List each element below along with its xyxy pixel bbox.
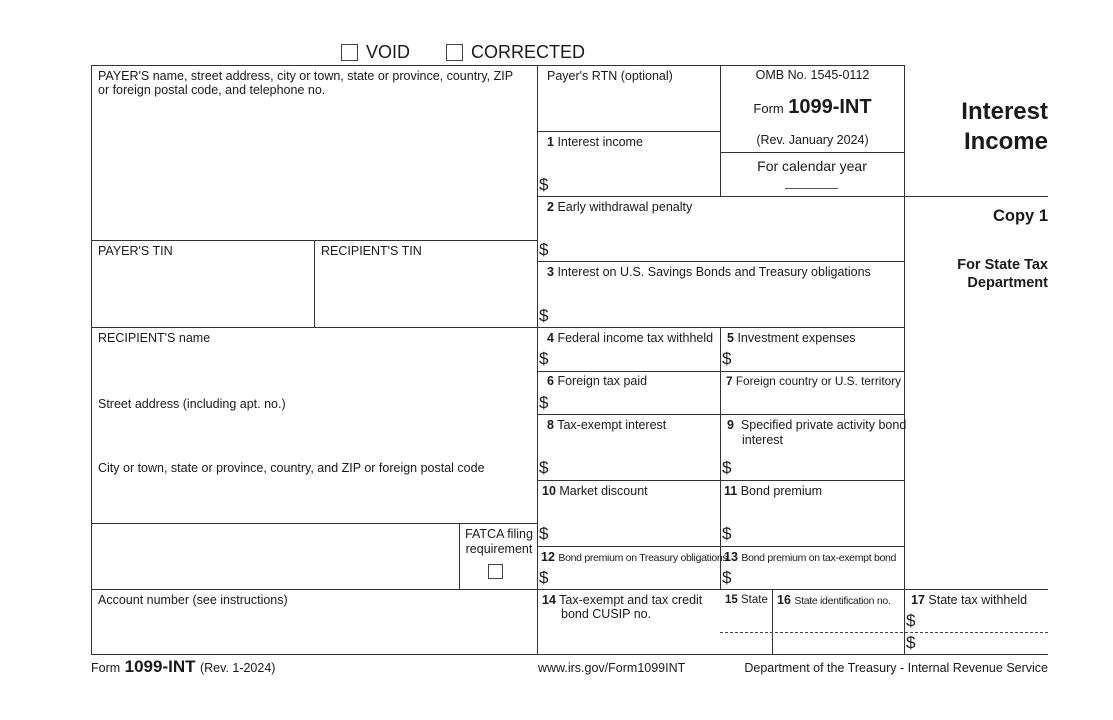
box15-state[interactable] [721,590,771,653]
account-number-field[interactable] [92,590,536,653]
box5-dollar-sign: $ [722,349,732,368]
box12-number: 12 [541,550,555,564]
box8-dollar-sign: $ [539,458,549,477]
copy-label: Copy 1 [992,207,1048,225]
box2-number: 2 [547,200,554,214]
box13-bond-premium-tax-exempt[interactable] [721,547,903,588]
box8-text: Tax-exempt interest [557,418,667,432]
box15-text: State [741,594,768,606]
box7-label [726,374,901,389]
box6-label [547,374,647,389]
recipient-street-label: Street address (including apt. no.) [98,397,286,411]
box5-investment-expenses[interactable] [721,328,903,370]
fatca-checkbox[interactable] [488,564,503,579]
footer-agency: Department of the Treasury - Internal Revenue Service [744,661,1048,675]
side-title-line1: Interest [961,98,1048,125]
box9-label [727,418,906,433]
footer-form-name: 1099-INT [124,657,196,676]
box9-number: 9 [727,418,734,432]
box10-number: 10 [542,484,556,498]
form-title-prefix: Form [753,101,784,116]
box5-label [727,331,856,346]
box10-dollar-sign: $ [539,524,549,543]
box14-number: 14 [542,593,556,607]
box15-number: 15 [725,594,738,606]
box14-text-1: Tax-exempt and tax credit [559,593,703,607]
box2-early-withdrawal-penalty[interactable] [538,197,903,260]
box3-dollar-sign: $ [539,306,549,325]
payer-tin-field[interactable] [92,241,313,326]
box4-dollar-sign: $ [539,349,549,368]
box9-text-1: Specified private activity bond [740,418,907,432]
box11-bond-premium[interactable] [721,481,903,545]
box12-text: Bond premium on Treasury obligations [558,552,728,564]
box7-text: Foreign country or U.S. territory [735,374,902,388]
box3-number: 3 [547,265,554,279]
side-title-line2: Income [963,128,1048,155]
fatca-label-2: requirement [465,542,533,556]
fatca-field [460,524,536,588]
box11-number: 11 [724,484,738,498]
box15-label [725,593,768,608]
calendar-year-field[interactable] [721,153,903,195]
box8-label [547,418,666,433]
box1-interest-income[interactable] [538,132,719,195]
box1-dollar-sign: $ [539,175,549,194]
box6-text: Foreign tax paid [557,374,648,388]
recipient-tin-field[interactable] [315,241,536,326]
box16-state-id[interactable] [773,590,903,653]
box13-label [724,550,896,566]
box6-number: 6 [547,374,554,388]
box14-label [542,593,702,608]
payer-tin-label: PAYER'S TIN [98,244,173,258]
form-title-name: 1099-INT [788,96,872,118]
box17-text: State tax withheld [928,593,1028,607]
omb-number: OMB No. 1545-0112 [755,68,870,82]
box4-federal-tax-withheld[interactable] [538,328,719,370]
box4-number: 4 [547,331,554,345]
box8-tax-exempt-interest[interactable] [538,415,719,479]
box4-text: Federal income tax withheld [557,331,714,345]
box17-dollar-sign-1: $ [906,611,916,630]
box1-label [547,135,643,150]
box8-number: 8 [547,418,554,432]
box9-private-activity-bond-interest[interactable] [721,415,907,479]
box13-dollar-sign: $ [722,568,732,587]
box17-label [911,593,1027,608]
box3-label [547,265,871,280]
box16-number: 16 [777,593,791,607]
box1-text: Interest income [557,135,643,149]
box17-number: 17 [911,593,925,607]
box5-text: Investment expenses [737,331,856,345]
box1-number: 1 [547,135,554,149]
box6-foreign-tax-paid[interactable] [538,372,719,413]
payer-rtn-label: Payer's RTN (optional) [547,69,673,83]
box11-label [724,484,822,499]
fatca-label-1: FATCA filing [465,527,533,541]
recipient-tin-label: RECIPIENT'S TIN [321,244,422,258]
box10-text: Market discount [559,484,648,498]
box10-market-discount[interactable] [538,481,719,545]
footer-url[interactable]: www.irs.gov/Form1099INT [538,661,686,675]
box12-dollar-sign: $ [539,568,549,587]
form-revision: (Rev. January 2024) [756,133,869,147]
purpose-line1: For State Tax [957,257,1048,273]
account-number-label: Account number (see instructions) [98,593,288,607]
box17-dollar-sign-2: $ [906,633,916,652]
box2-dollar-sign: $ [539,240,549,259]
box2-label [547,200,692,215]
box3-text: Interest on U.S. Savings Bonds and Treasury obligations [557,265,871,279]
box11-dollar-sign: $ [722,524,732,543]
box4-label [547,331,713,346]
recipient-city-field[interactable] [92,459,536,521]
footer-revision: (Rev. 1-2024) [199,661,276,675]
box16-text: State identification no. [794,595,891,607]
box9-dollar-sign: $ [722,458,732,477]
blank-field [92,524,458,588]
payer-name-label-2: or foreign postal code, and telephone no. [98,83,326,97]
footer-form-prefix: Form [91,661,121,675]
calendar-year-label: For calendar year [757,158,867,174]
footer-form-id [91,657,275,677]
box14-cusip-number[interactable] [538,590,719,653]
box7-foreign-country[interactable] [721,372,903,413]
box7-number: 7 [726,374,733,388]
payer-rtn-field[interactable] [538,66,719,130]
box10-label [542,484,648,499]
form-title [721,96,904,119]
void-label: VOID [366,42,411,62]
box13-text: Bond premium on tax-exempt bond [741,552,897,564]
recipient-street-field[interactable] [92,394,536,456]
box5-number: 5 [727,331,734,345]
corrected-checkbox[interactable] [446,44,463,61]
box14-text-2: bond CUSIP no. [561,607,652,621]
box17-state-tax-withheld[interactable] [905,590,1048,653]
purpose-line2: Department [967,275,1048,291]
box13-number: 13 [724,550,738,564]
box6-dollar-sign: $ [539,393,549,412]
box16-label [777,593,891,609]
box2-text: Early withdrawal penalty [557,200,693,214]
recipient-name-label: RECIPIENT'S name [98,331,211,345]
corrected-label: CORRECTED [471,42,586,62]
recipient-city-label: City or town, state or province, country, and ZIP or foreign postal code [98,461,485,475]
recipient-name-field[interactable] [92,328,536,388]
box9-text-2: interest [742,433,783,447]
void-checkbox[interactable] [341,44,358,61]
box12-label [541,550,727,566]
payer-name-label-1: PAYER'S name, street address, city or town, state or province, country, ZIP [98,69,514,83]
payer-name-field[interactable] [92,66,536,239]
calendar-year-blank[interactable] [785,188,838,189]
box3-us-savings-bonds-interest[interactable] [538,262,903,326]
box11-text: Bond premium [740,484,822,498]
box12-bond-premium-treasury[interactable] [538,547,728,588]
